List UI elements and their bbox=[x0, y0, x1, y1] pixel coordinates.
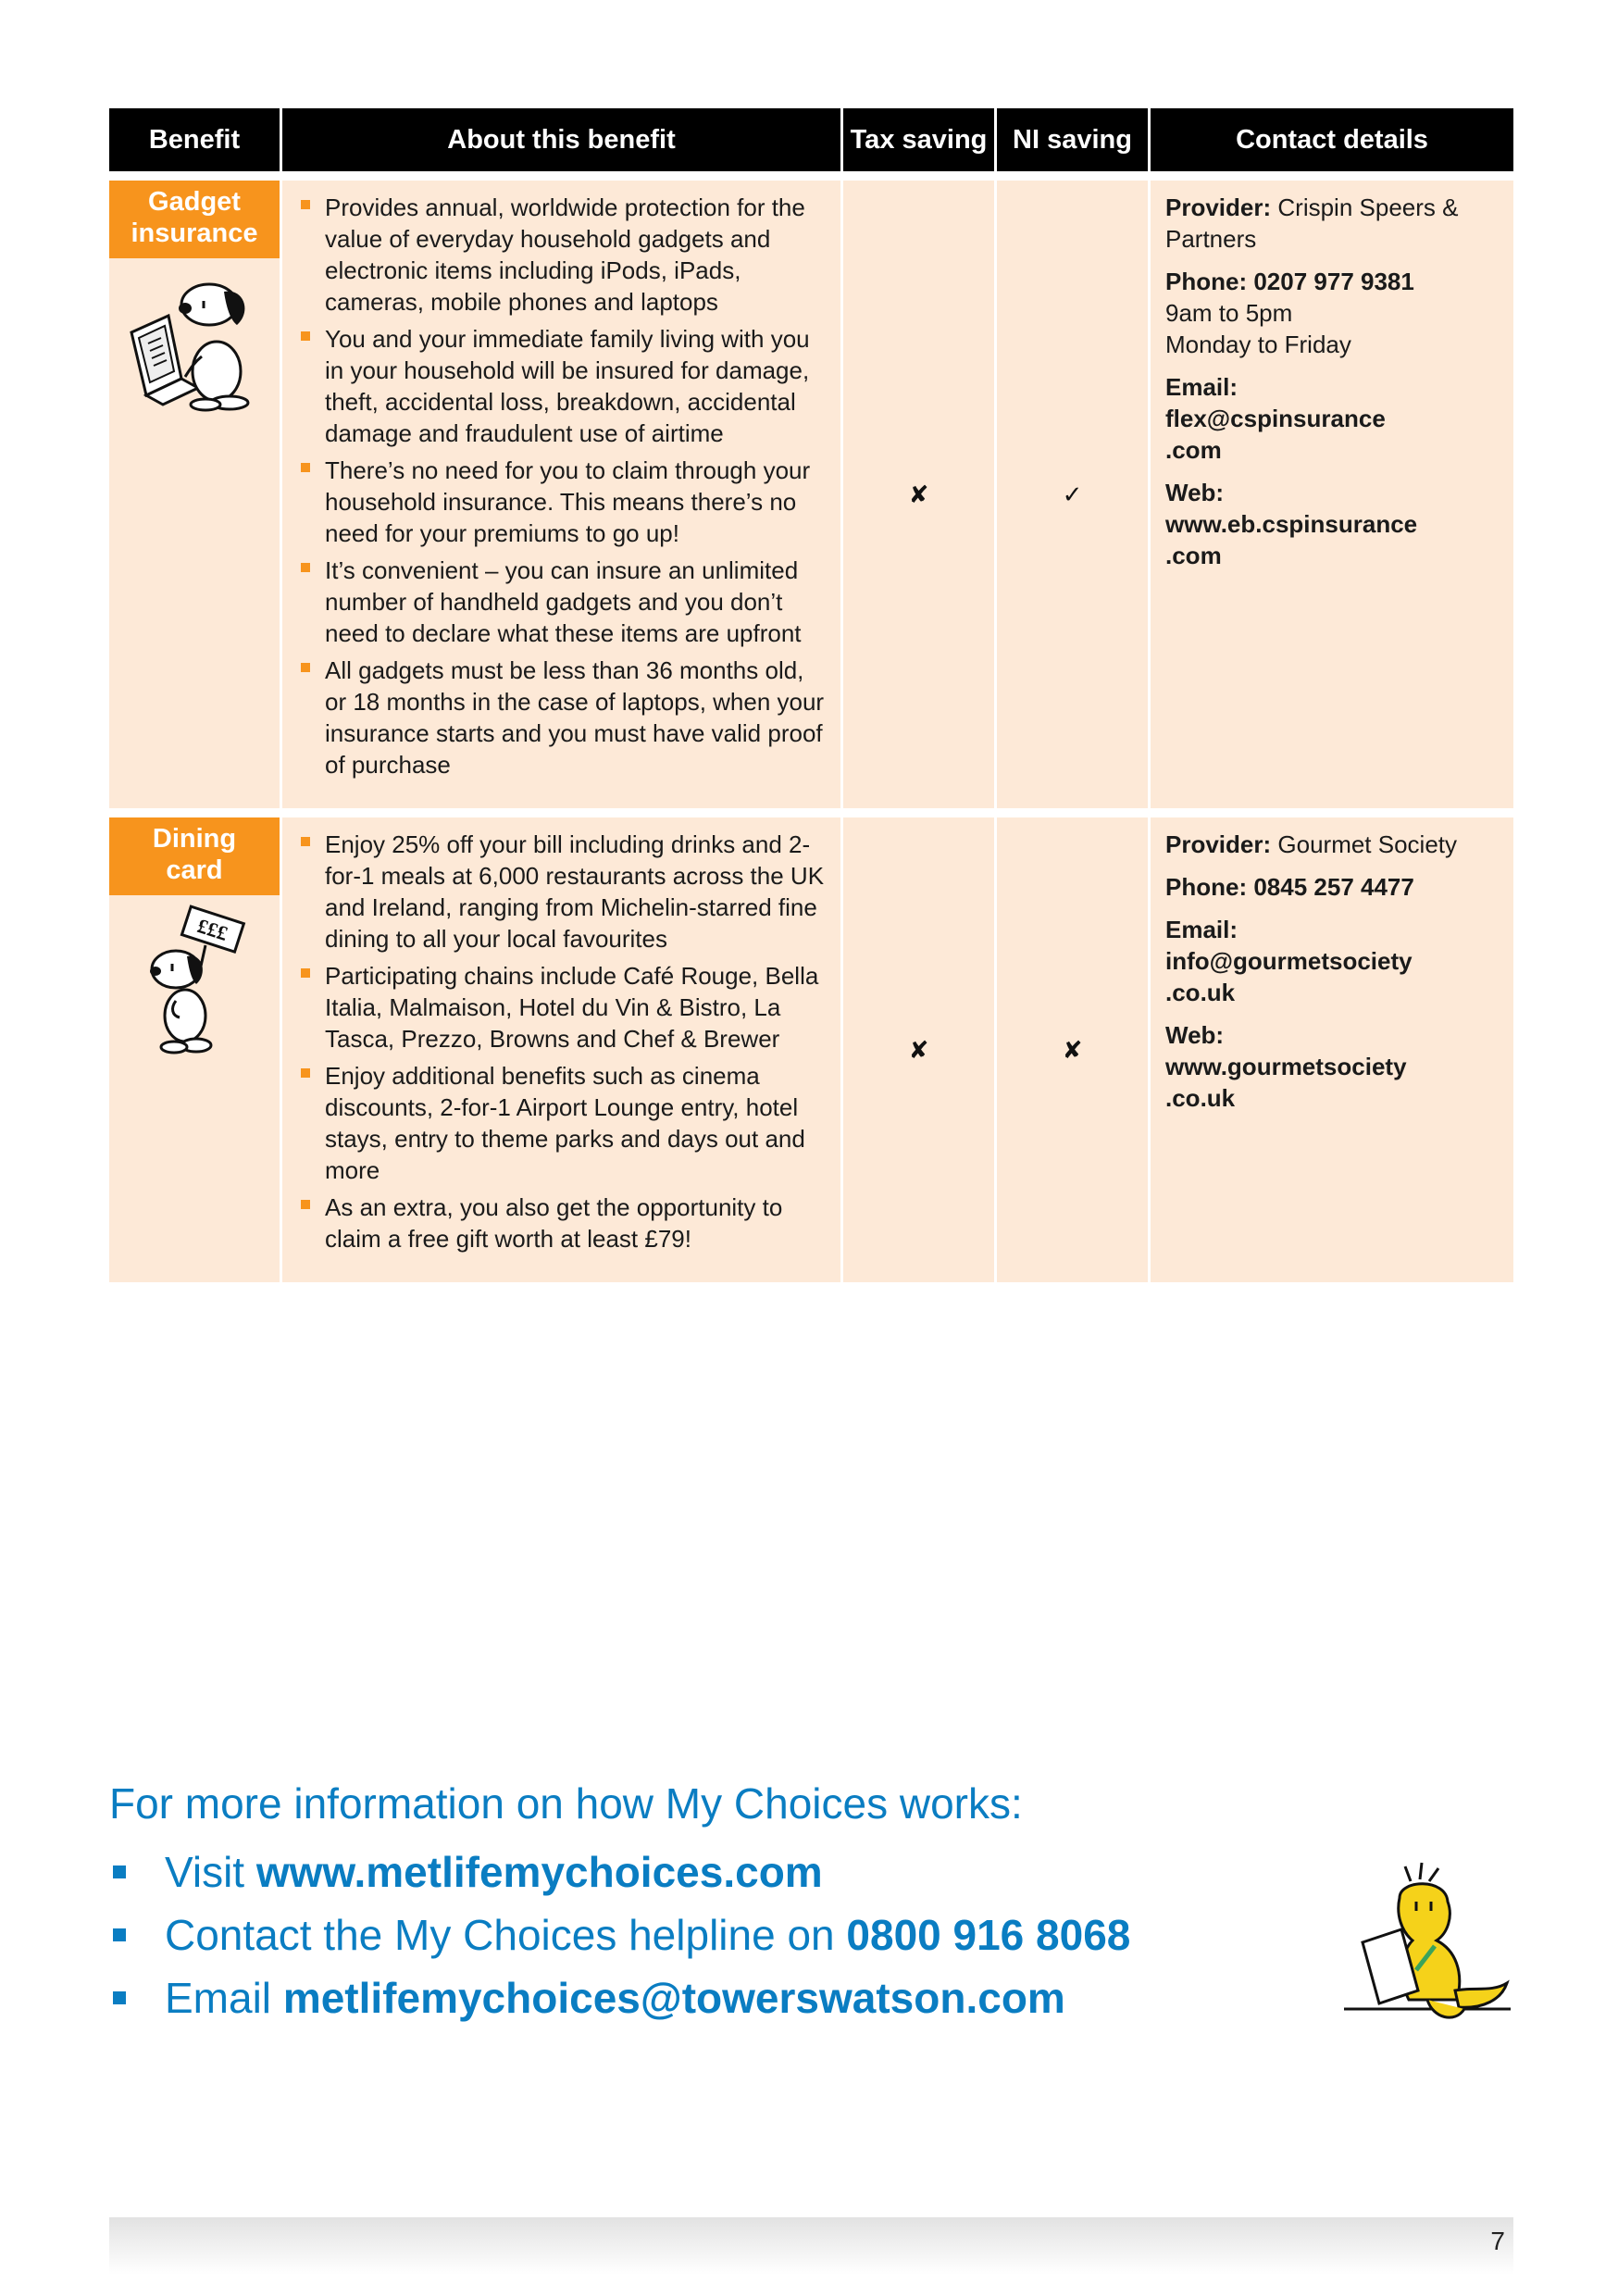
visit-prefix: Visit bbox=[165, 1848, 256, 1896]
provider-name: Crispin Speers & Partners bbox=[1165, 193, 1459, 253]
snoopy-laptop-icon bbox=[120, 268, 268, 416]
benefits-table bbox=[109, 108, 1513, 1282]
list-item: Provides annual, worldwide protection for the value of everyday household gadgets and electronic items including iPods, iPads, cameras, mobile phones and laptops bbox=[299, 192, 828, 318]
phone-number: Phone: 0207 977 9381 bbox=[1165, 268, 1414, 295]
list-item: You and your immediate family living with you in your household will be insured for damage, theft, accidental loss, breakdown, accidental damage and fraudulent use of airtime bbox=[299, 323, 828, 449]
website-link[interactable]: www.metlifemychoices.com bbox=[255, 1848, 823, 1896]
list-item: Enjoy additional benefits such as cinema discounts, 2-for-1 Airport Lounge entry, hotel stays, entry to theme parks and days out and more bbox=[299, 1060, 828, 1186]
header-ni-saving: NI saving bbox=[994, 108, 1148, 171]
check-icon: ✓ bbox=[1062, 480, 1083, 508]
cross-icon: ✘ bbox=[1062, 1036, 1083, 1064]
list-item: It’s convenient – you can insure an unlimited number of handheld gadgets and you don’t need to declare what these items are upfront bbox=[299, 555, 828, 649]
woodstock-writing-icon bbox=[1344, 1861, 1520, 2037]
opening-days: Monday to Friday bbox=[1165, 331, 1351, 358]
benefit-cell bbox=[109, 171, 280, 808]
visit-website-item bbox=[109, 1841, 1266, 1903]
snoopy-laptop-illustration bbox=[109, 258, 280, 416]
header-about: About this benefit bbox=[280, 108, 840, 171]
contact-cell bbox=[1148, 171, 1513, 808]
cross-icon: ✘ bbox=[908, 480, 929, 508]
ni-saving-cell bbox=[994, 808, 1148, 1282]
email-item bbox=[109, 1966, 1266, 2029]
cross-icon: ✘ bbox=[908, 1036, 929, 1064]
benefit-cell bbox=[109, 808, 280, 1282]
tax-saving-cell bbox=[840, 808, 994, 1282]
list-item: There’s no need for you to claim through your household insurance. This means there’s no need for your premiums to go up! bbox=[299, 455, 828, 549]
provider-name: Gourmet Society bbox=[1277, 830, 1458, 858]
contact-cell bbox=[1148, 808, 1513, 1282]
ni-saving-cell bbox=[994, 171, 1148, 808]
provider-label: Provider: bbox=[1165, 830, 1272, 858]
page-number: 7 bbox=[1490, 2227, 1505, 2255]
tax-saving-cell bbox=[840, 171, 994, 808]
woodstock-illustration bbox=[1344, 1861, 1520, 2041]
table-header-row bbox=[109, 108, 1513, 171]
about-cell bbox=[280, 171, 840, 808]
benefit-label: Dining card bbox=[109, 817, 280, 895]
helpline-number[interactable]: 0800 916 8068 bbox=[846, 1911, 1131, 1959]
sign-text: £££ bbox=[194, 914, 231, 946]
web-link[interactable]: Web: www.gourmetsociety .co.uk bbox=[1165, 1021, 1407, 1112]
table-row bbox=[109, 808, 1513, 1282]
footer-bar bbox=[109, 2217, 1513, 2275]
provider-line bbox=[1165, 829, 1500, 860]
list-item: As an extra, you also get the opportunity to claim a free gift worth at least £79! bbox=[299, 1192, 828, 1254]
provider-line bbox=[1165, 192, 1500, 255]
phone-block bbox=[1165, 266, 1500, 360]
header-contact: Contact details bbox=[1148, 108, 1513, 171]
provider-label: Provider: bbox=[1165, 193, 1272, 221]
email-address-link[interactable]: metlifemychoices@towerswatson.com bbox=[282, 1974, 1065, 2022]
list-item: Participating chains include Café Rouge, Bella Italia, Malmaison, Hotel du Vin & Bistro, La Tasca, Prezzo, Browns and Chef & Brewer bbox=[299, 960, 828, 1054]
list-item: Enjoy 25% off your bill including drinks and 2-for-1 meals at 6,000 restaurants across the UK and Ireland, ranging from Michelin-starred fine dining to all your local favourites bbox=[299, 829, 828, 955]
header-tax-saving: Tax saving bbox=[840, 108, 994, 171]
more-info-title: For more information on how My Choices works: bbox=[109, 1779, 1023, 1828]
email-link[interactable]: Email: info@gourmetsociety .co.uk bbox=[1165, 916, 1413, 1006]
email-link[interactable]: Email: flex@cspinsurance .com bbox=[1165, 373, 1386, 464]
snoopy-dining-illustration bbox=[109, 895, 280, 1062]
opening-hours: 9am to 5pm bbox=[1165, 299, 1293, 327]
snoopy-money-sign-icon bbox=[139, 905, 250, 1062]
header-benefit: Benefit bbox=[109, 108, 280, 171]
phone-number: Phone: 0845 257 4477 bbox=[1165, 873, 1414, 901]
benefit-label: Gadget insurance bbox=[109, 181, 280, 258]
about-cell bbox=[280, 808, 840, 1282]
table-row bbox=[109, 171, 1513, 808]
more-info-section bbox=[109, 1776, 1266, 2029]
list-item: All gadgets must be less than 36 months old, or 18 months in the case of laptops, when your insurance starts and you must have valid proof of purchase bbox=[299, 655, 828, 780]
benefit-points-list bbox=[299, 192, 828, 780]
email-prefix: Email bbox=[165, 1974, 283, 2022]
benefit-points-list bbox=[299, 829, 828, 1254]
helpline-prefix: Contact the My Choices helpline on bbox=[165, 1911, 847, 1959]
web-link[interactable]: Web: www.eb.cspinsurance .com bbox=[1165, 479, 1418, 569]
helpline-item bbox=[109, 1903, 1266, 1966]
